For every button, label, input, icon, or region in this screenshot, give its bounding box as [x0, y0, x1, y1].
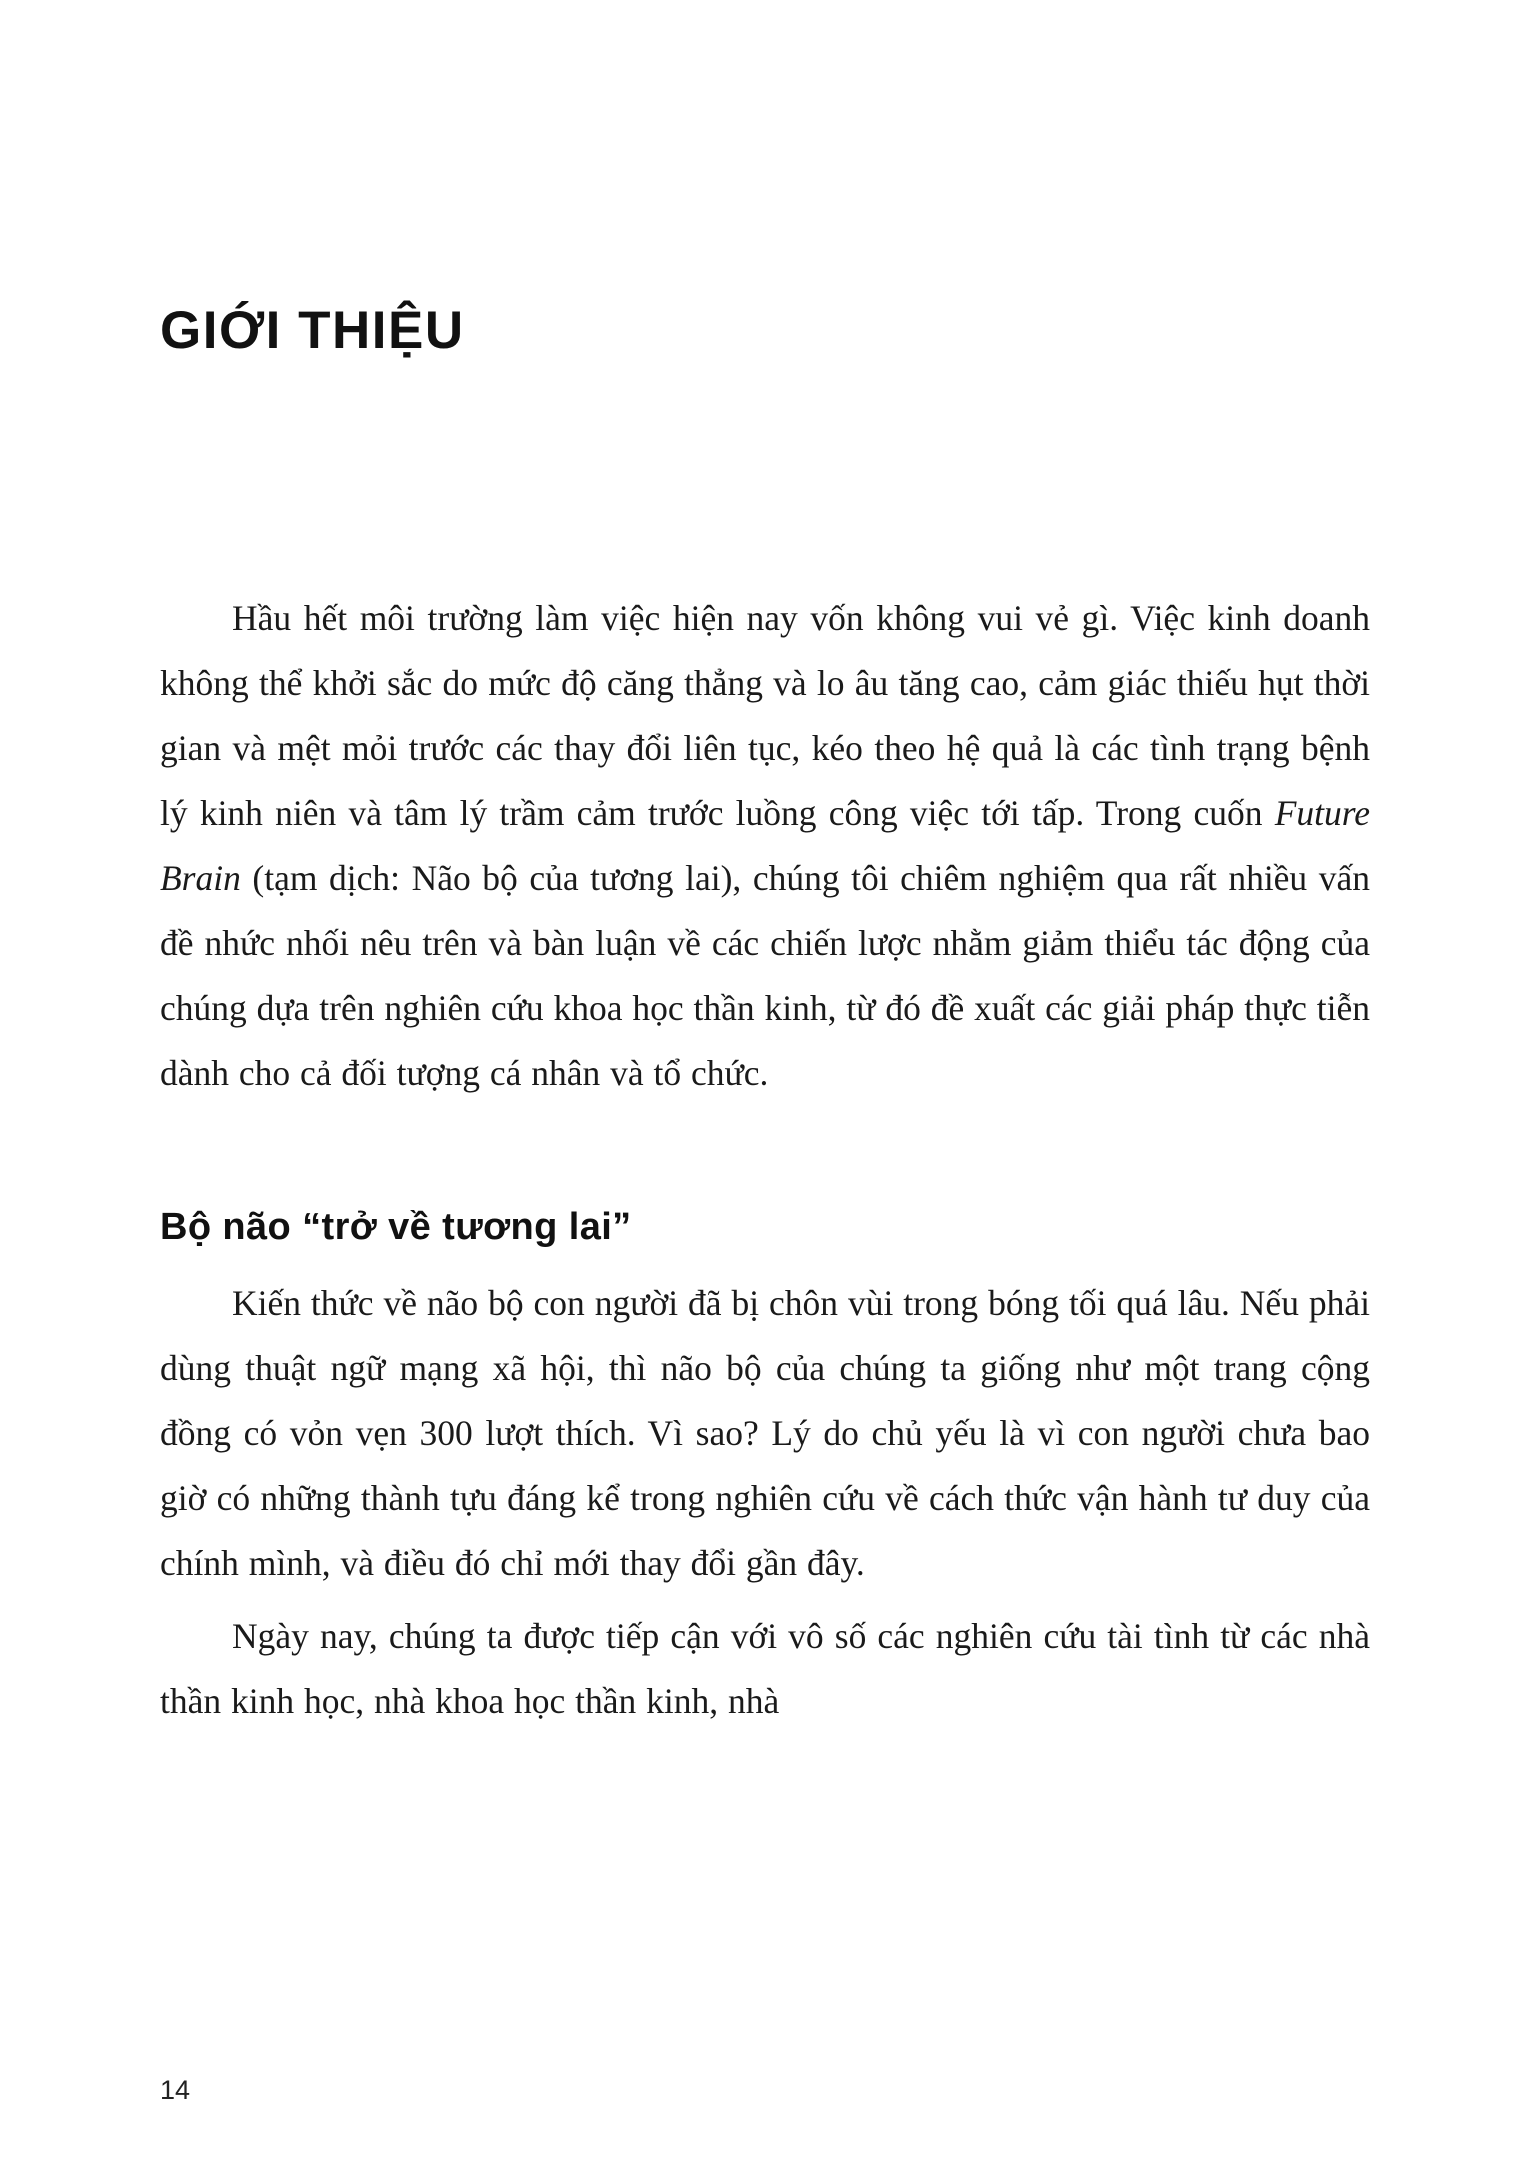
page-content — [160, 0, 1370, 1734]
section-paragraph-1: Kiến thức về não bộ con người đã bị chôn vùi trong bóng tối quá lâu. Nếu phải dùng thuật ngữ mạng xã hội, thì não bộ của chúng ta giống như một trang cộng đồng có vỏn vẹn 300 lượt thích. Vì sao? Lý do chủ yếu là vì con người chưa bao giờ có những thành tựu đáng kể trong nghiên cứu về cách thức vận hành tư duy của chính mình, và điều đó chỉ mới thay đổi gần đây. — [160, 1283, 1370, 1583]
intro-segment-1: Hầu hết môi trường làm việc hiện nay vốn không vui vẻ gì. Việc kinh doanh không thể khởi sắc do mức độ căng thẳng và lo âu tăng cao, cảm giác thiếu hụt thời gian và mệt mỏi trước các thay đổi liên tục, kéo theo hệ quả là các tình trạng bệnh lý kinh niên và tâm lý trầm cảm trước luồng công việc tới tấp. Trong cuốn — [160, 598, 1370, 833]
book-title-italic: Future Brain — [160, 793, 1370, 898]
intro-paragraph — [160, 361, 1370, 1106]
page-number: 14 — [160, 2075, 191, 2105]
section-heading: Bộ não “trở về tương lai” — [160, 1206, 632, 1248]
intro-segment-3: (tạm dịch: Não bộ của tương lai), chúng tôi chiêm nghiệm qua rất nhiều vấn đề nhức nhối nêu trên và bàn luận về các chiến lược nhằm giảm thiểu tác động của chúng dựa trên nghiên cứu khoa học thần kinh, từ đó đề xuất các giải pháp thực tiễn dành cho cả đối tượng cá nhân và tổ chức. — [160, 858, 1370, 1093]
section-paragraph-2: Ngày nay, chúng ta được tiếp cận với vô số các nghiên cứu tài tình từ các nhà thần kinh học, nhà khoa học thần kinh, nhà — [160, 1616, 1370, 1721]
page-title: GIỚI THIỆU — [160, 301, 465, 360]
